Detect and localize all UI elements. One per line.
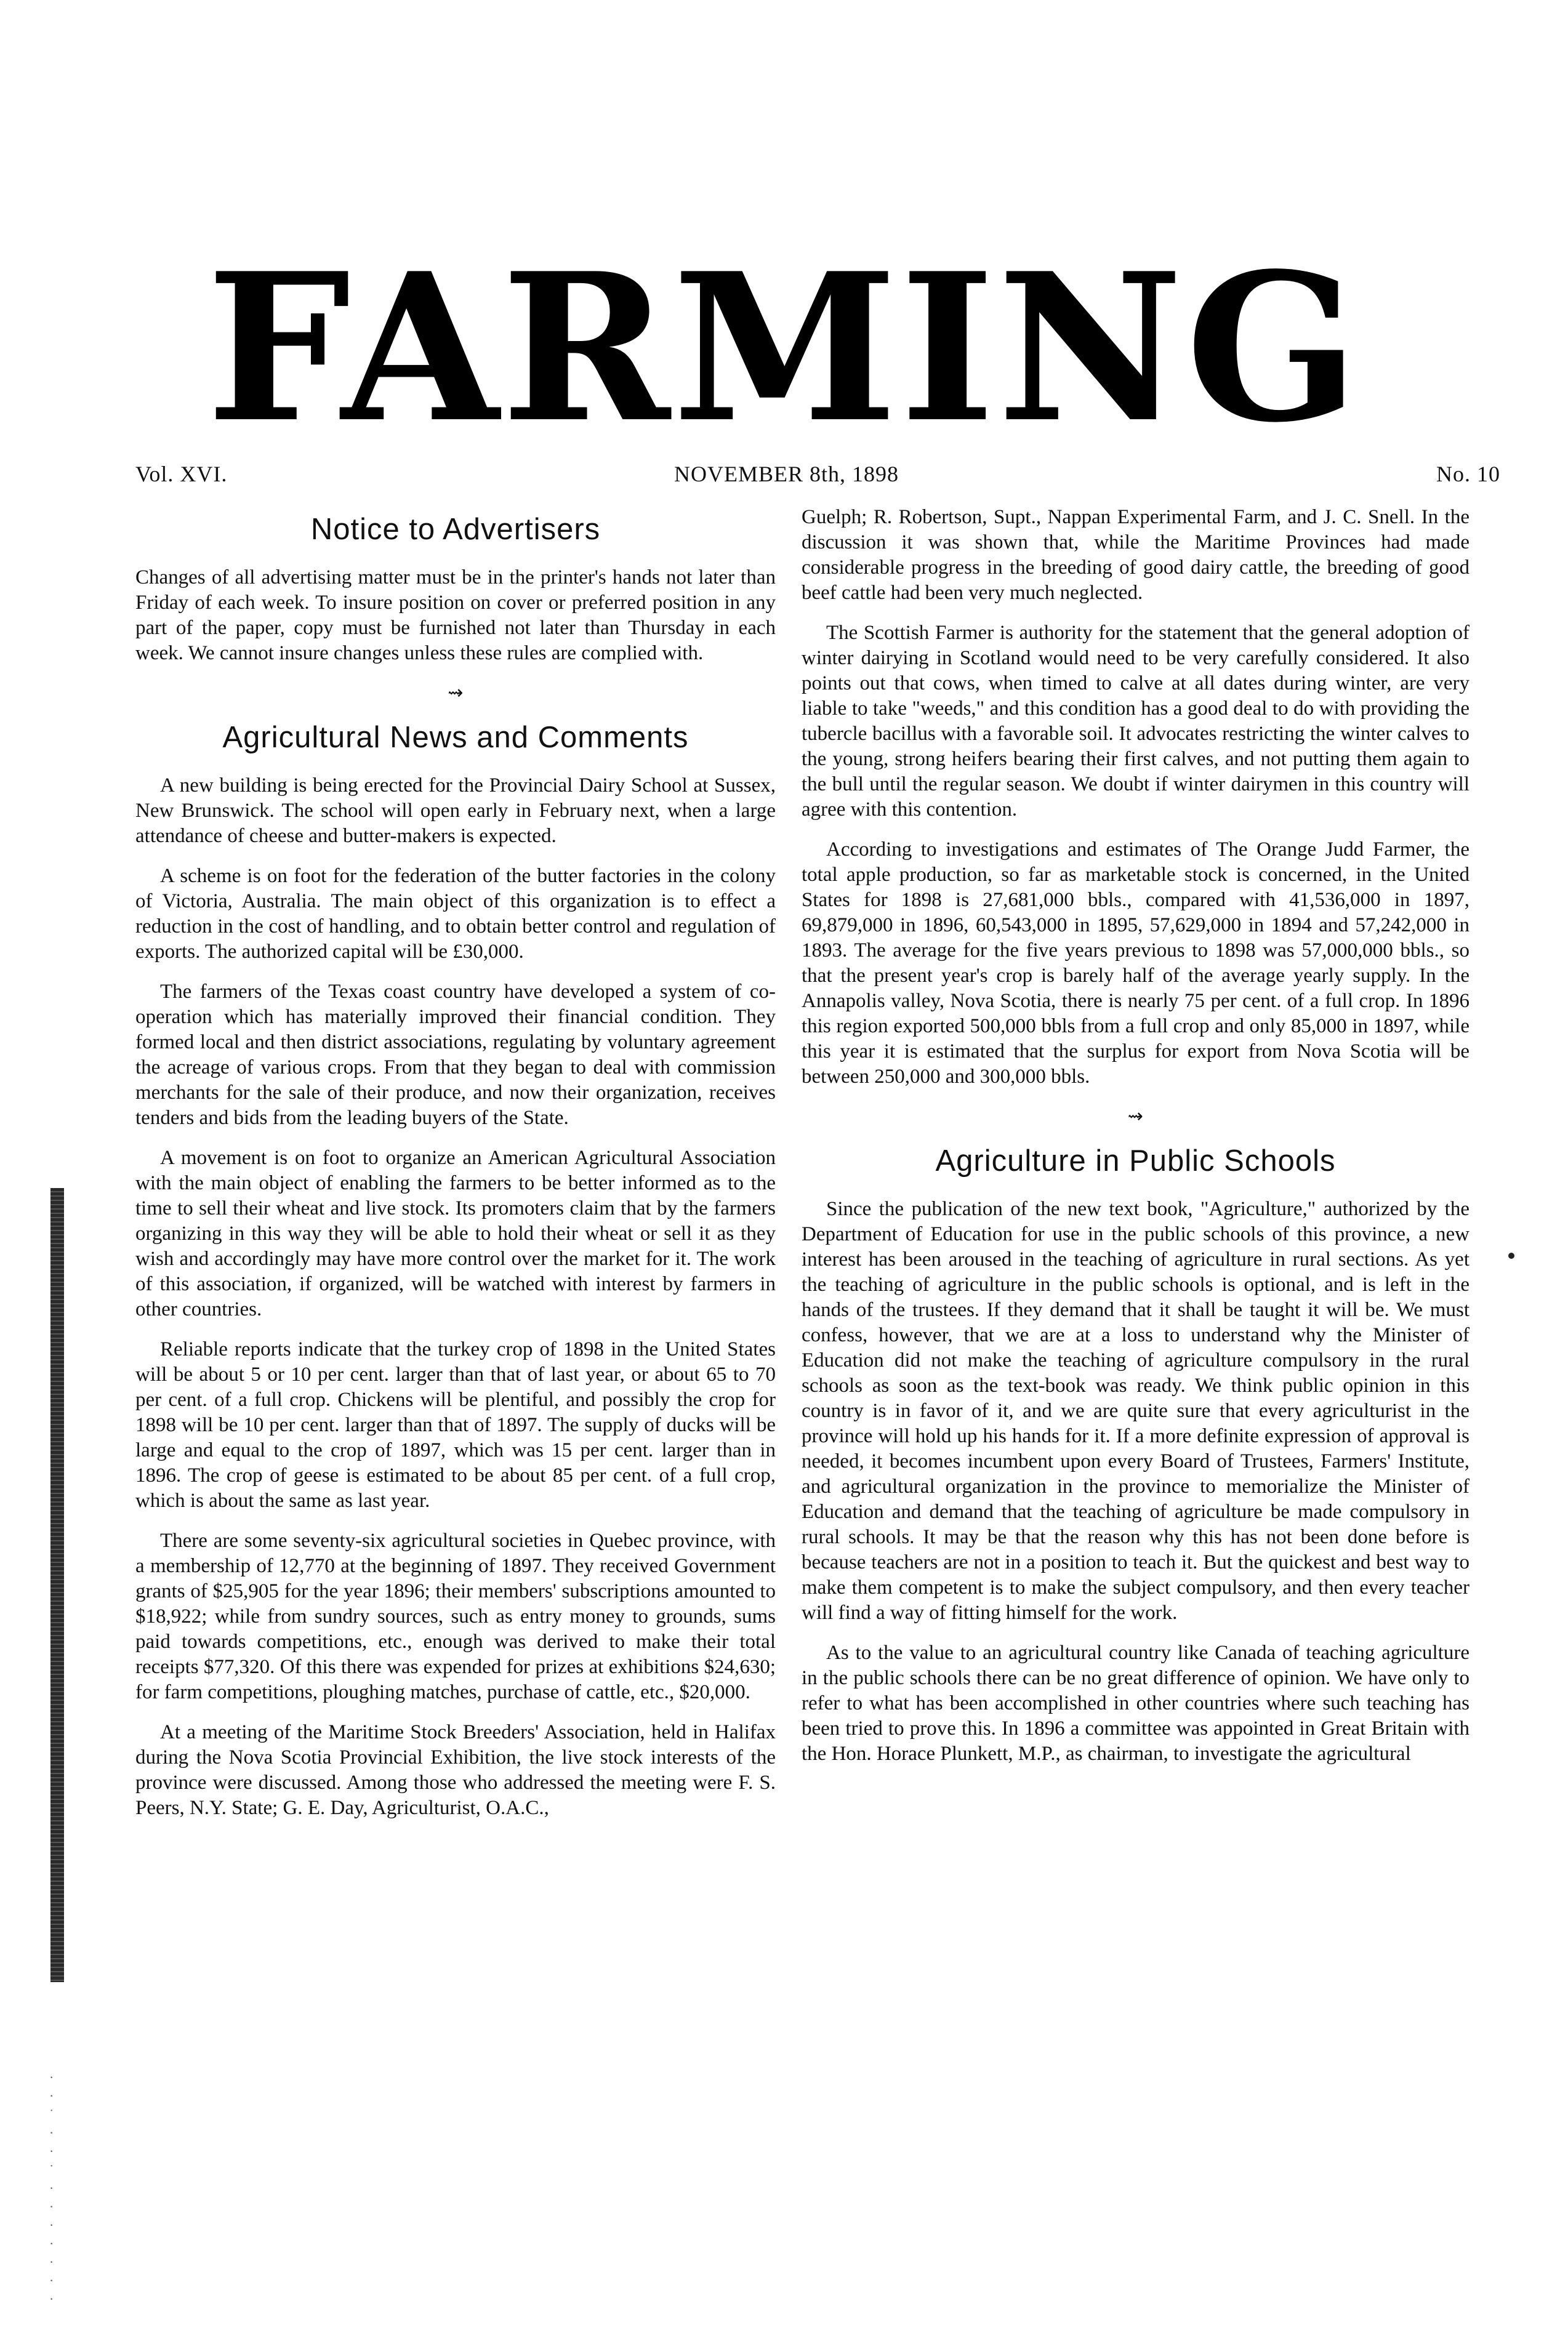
news-paragraph-continued: Guelph; R. Robertson, Supt., Nappan Experimental Farm, and J. C. Snell. In the discussion it was shown that, while the Maritime Provinces had made considerable progress in the breeding of good dairy cattle, the breeding of good beef cattle had been very much neglected. [802, 506, 1469, 604]
news-paragraph-meeting: At a meeting of the Maritime Stock Breeders' Association, held in Halifax during the Nova Scotia Provincial Exhibition, the live stock interests of the province were discussed. Among those who addressed the meeting were F. S. Peers, N.Y. State; G. E. Day, Agriculturist, O.A.C., [135, 1721, 776, 1819]
schools-paragraph: Since the publication of the new text book, "Agriculture," authorized by the Department of Education for use in the public schools of this province, a new interest has been aroused in the teaching of agriculture in rural sections. As yet the teaching of agriculture in the public schools is optional, and is left in the hands of the trustees. If they demand that it shall be taught it will be. We must confess, however, that we are at a loss to understand why the Minister of Education did not make the teaching of agriculture compulsory in the rural schools as soon as the text-book was ready. We think public opinion in this country is in favor of it, and we are quite sure that every agriculturist in the province will hold up his hands for it. If a more definite expression of approval is needed, it becomes incumbent upon every Board of Trustees, Farmers' Institute, and agricultural organization in the province to memorialize the Minister of Education and demand that the teaching of agriculture be made compulsory in rural schools. It may be that the reason why this has not been done before is because teachers are not in a position to teach it. But the quickest and best way to make them competent is to make the subject compulsory, and then every teacher will find a way of fitting himself for the work. [802, 1198, 1469, 1624]
news-paragraph: The farmers of the Texas coast country have developed a system of co-operation which has materially improved their financial condition. They formed local and then district associations, regulating by voluntary agreement the acreage of various crops. From that they began to deal with commission merchants for the sale of their produce, and now their organization, receives tenders and bids from the leading buyers of the State. [135, 981, 776, 1129]
volume-number: Vol. XVI. [135, 462, 228, 486]
news-paragraph: A movement is on foot to organize an American Agricultural Association with the main object of enabling the farmers to be better informed as to the time to sell their wheat and live stock. Its promoters claim that by the farmers organizing in this way they will be able to hold their wheat or sell it as they wish and accordingly may have more control over the market for it. The work of this association, if organized, will be watched with interest by farmers in other countries. [135, 1147, 776, 1320]
right-column [802, 505, 1469, 2290]
news-paragraph: A new building is being erected for the Provincial Dairy School at Sussex, New Brunswick. The school will open early in February next, when a large attendance of cheese and butter-makers is expected. [135, 774, 776, 847]
schools-heading: Agriculture in Public Schools [935, 1144, 1336, 1178]
section-ornament-icon: ⇝ [1127, 1106, 1144, 1127]
news-paragraph: There are some seventy-six agricultural societies in Quebec province, with a membership of 12,770 at the beginning of 1897. They received Government grants of $25,905 for the year 1896; their members' subscriptions amounted to $18,922; while from sundry sources, such as entry money to grounds, sums paid towards competitions, etc., enough was derived to make their total receipts $77,320. Of this there was expended for prizes at exhibitions $24,630; for farm competitions, ploughing matches, purchase of cattle, etc., $20,000. [135, 1530, 776, 1703]
masthead-title: FARMING [206, 228, 1362, 467]
news-paragraph: A scheme is on foot for the federation of the butter factories in the colony of Victoria, Australia. The main object of this organization is to effect a reduction in the cost of handling, and to obtain better control and regulation of exports. The authorized capital will be £30,000. [135, 865, 776, 963]
notice-heading: Notice to Advertisers [310, 513, 601, 546]
schools-paragraph: As to the value to an agricultural country like Canada of teaching agriculture in the public schools there can be no great difference of opinion. We have only to refer to what has been accomplished in other countries where such teaching has been tried to prove this. In 1896 a committee was appointed in Great Britain with the Hon. Horace Plunkett, M.P., as chairman, to investigate the agricultural [802, 1642, 1469, 1765]
left-column [135, 505, 776, 2290]
news-paragraph: The Scottish Farmer is authority for the statement that the general adoption of winter dairying in Scotland would need to be very carefully considered. It also points out that cows, when timed to calve at all dates during winter, are very liable to take "weeds," and this condition has a good deal to do with providing the tubercle bacillus with a favorable soil. It advocates restricting the winter calves to the young, strong heifers bearing their first calves, and not putting them again to the bull until the regular season. We doubt if winter dairymen in this country will agree with this contention. [802, 622, 1469, 821]
issue-number: No. 10 [1436, 462, 1500, 486]
news-heading: Agricultural News and Comments [222, 721, 689, 754]
scan-margin-marks: · · ˙ · · ˙ · · · · · · · [49, 2070, 54, 2307]
issue-date: NOVEMBER 8th, 1898 [674, 462, 899, 486]
scan-speck [1508, 1253, 1514, 1259]
notice-paragraph: Changes of all advertising matter must be in the printer's hands not later than Friday of each week. To insure position on cover or preferred position in any part of the paper, copy must be furnished not later than Thursday in each week. We cannot insure changes unless these rules are complied with. [135, 566, 776, 664]
scan-margin-bar [50, 1188, 64, 1982]
news-paragraph: According to investigations and estimates of The Orange Judd Farmer, the total apple production, so far as marketable stock is concerned, in the United States for 1898 is 27,681,000 bbls., compared with 41,536,000 in 1897, 69,879,000 in 1896, 60,543,000 in 1895, 57,629,000 in 1894 and 57,242,000 in 1893. The average for the five years previous to 1898 was 57,000,000 bbls., so that the present year's crop is barely half of the average yearly supply. In the Annapolis valley, Nova Scotia, there is nearly 75 per cent. of a full crop. In 1896 this region exported 500,000 bbls from a full crop and only 85,000 in 1897, while this year it is estimated that the surplus for export from Nova Scotia will be between 250,000 and 300,000 bbls. [802, 838, 1469, 1088]
section-ornament-icon: ⇝ [448, 682, 464, 704]
news-paragraph: Reliable reports indicate that the turkey crop of 1898 in the United States will be about 5 or 10 per cent. larger than that of last year, or about 65 to 70 per cent. of a full crop. Chickens will be plentiful, and possibly the crop for 1898 will be 10 per cent. larger than that of 1897. The supply of ducks will be large and equal to the crop of 1897, which was 15 per cent. larger than in 1896. The crop of geese is estimated to be about 85 per cent. of a full crop, which is about the same as last year. [135, 1338, 776, 1512]
